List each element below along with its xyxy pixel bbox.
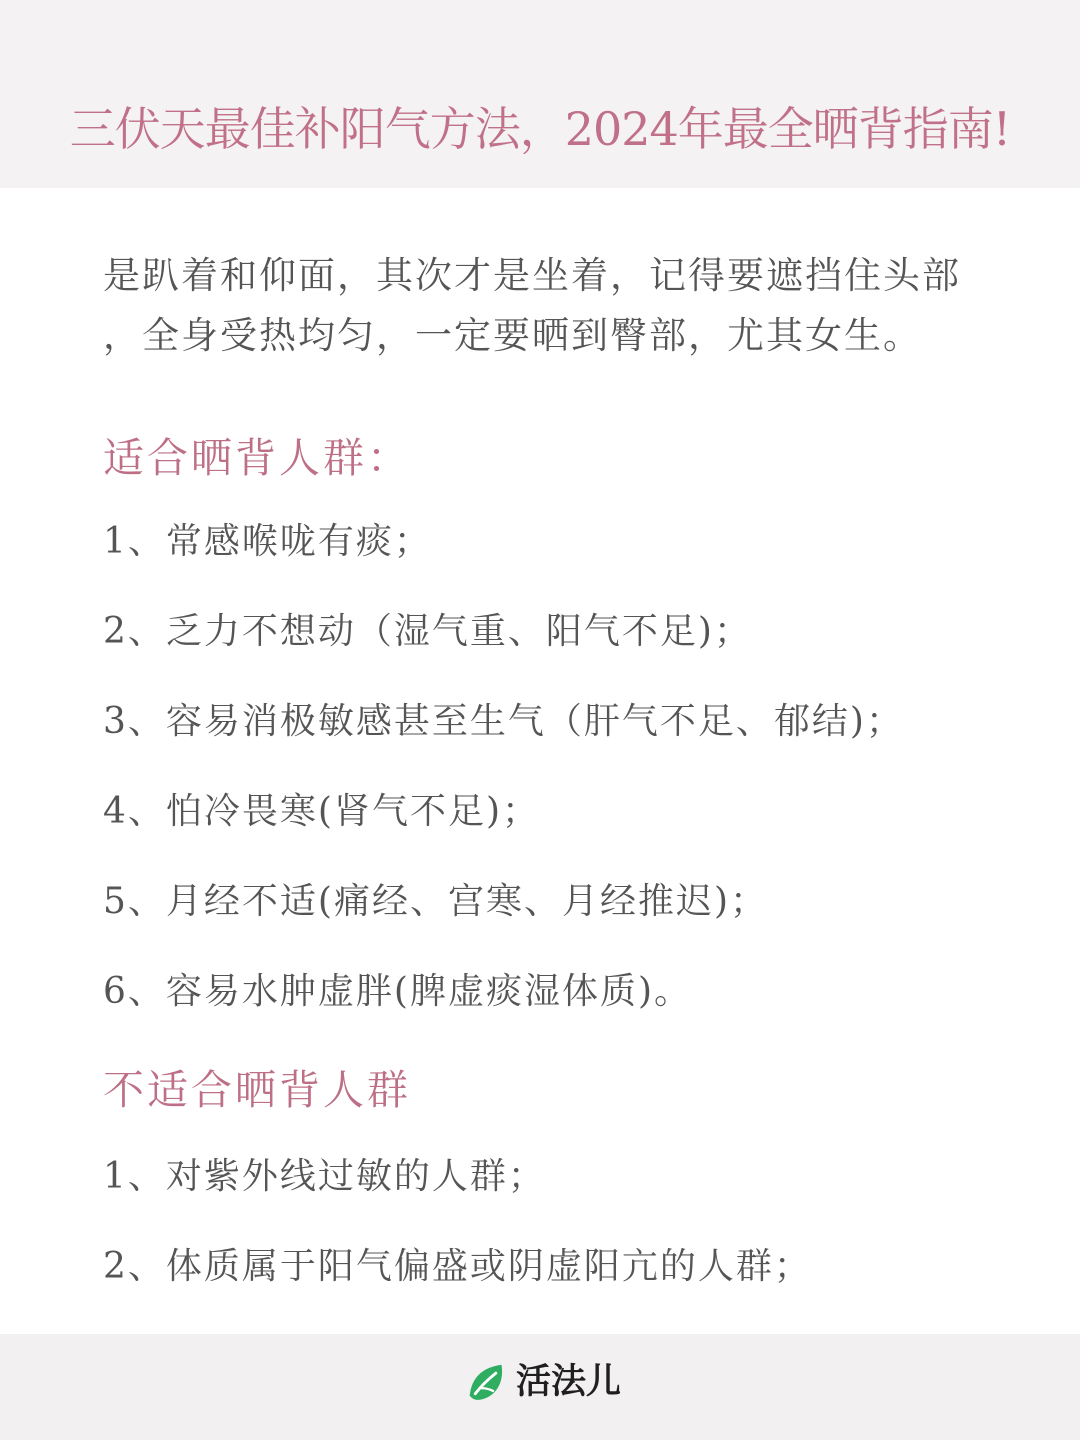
leaf-icon (464, 1360, 509, 1405)
page-header (0, 0, 1080, 188)
suitable-item-6: 6、容易水肿虚胖(脾虚痰湿体质)。 (103, 971, 692, 1012)
suitable-item-2: 2、乏力不想动（湿气重、阳气不足)； (103, 611, 752, 652)
suitable-section-title: 适合晒背人群： (103, 434, 411, 482)
unsuitable-item-2: 2、体质属于阳气偏盛或阴虚阳亢的人群； (103, 1246, 812, 1287)
suitable-item-3: 3、容易消极敏感甚至生气（肝气不足、郁结)； (103, 701, 904, 742)
brand-logo-lockup (464, 1357, 621, 1407)
intro-line: ，全身受热均匀，一定要晒到臀部，尤其女生。 (103, 314, 922, 357)
unsuitable-item-1: 1、对紫外线过敏的人群； (103, 1156, 546, 1197)
page-title: 三伏天最佳补阳气方法，2024年最全晒背指南! (69, 101, 1011, 156)
intro-line: 是趴着和仰面，其次才是坐着，记得要遮挡住头部 (103, 254, 961, 297)
suitable-item-1: 1、常感喉咙有痰； (103, 521, 432, 562)
unsuitable-section-title: 不适合晒背人群 (103, 1066, 411, 1114)
brand-name: 活法儿 (516, 1361, 622, 1402)
suitable-item-4: 4、怕冷畏寒(肾气不足)； (103, 791, 540, 832)
suitable-item-5: 5、月经不适(痛经、宫寒、月经推迟)； (103, 881, 768, 922)
intro-paragraph (103, 246, 993, 366)
